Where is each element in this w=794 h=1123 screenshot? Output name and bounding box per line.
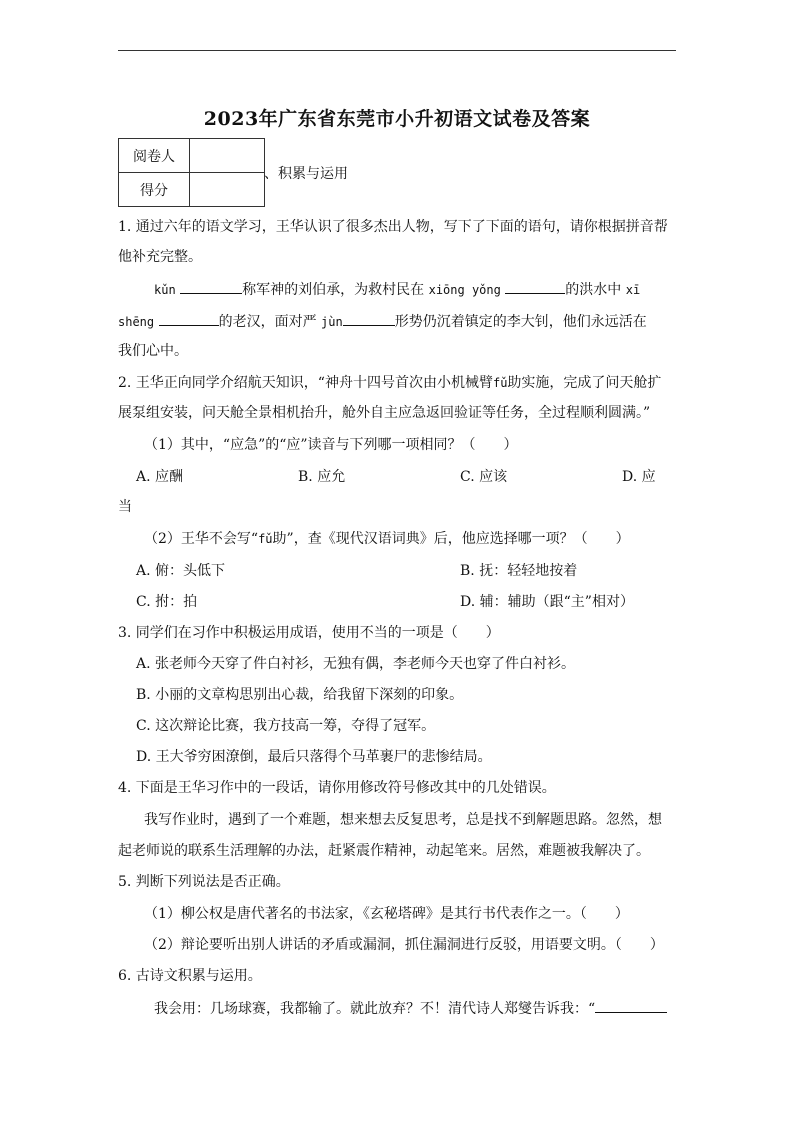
q5-statement-1: （1）柳公权是唐代著名的书法家，《玄秘塔碑》是其行书代表作之一。（ ）	[144, 906, 629, 922]
q1-fill-line2	[118, 311, 678, 332]
page-title: 2023年广东省东莞市小升初语文试卷及答案	[203, 108, 591, 130]
pinyin: jùn	[321, 315, 343, 329]
q2-sub1-stem: （1）其中，“应急”的“应”读音与下列哪一项相同？（ ）	[144, 437, 518, 453]
answer-blank[interactable]	[180, 279, 242, 294]
q2-text: （2）王华不会写“	[144, 531, 259, 547]
q2-text: 助”，查《现代汉语词典》后，他应选择哪一项？（ ）	[272, 531, 630, 547]
q2-stem-line2: 展泵组安装，问天舱全景相机抬升，舱外自主应急返回验证等任务，全过程顺利圆满。”	[118, 405, 651, 421]
q5-statement-2: （2）辩论要听出别人讲话的矛盾或漏洞，抓住漏洞进行反驳，用语要文明。（ ）	[144, 937, 664, 953]
q3-option-a[interactable]: A. 张老师今天穿了件白衬衫，无独有偶，李老师今天也穿了件白衬衫。	[136, 656, 576, 672]
q1-stem-line2: 他补充完整。	[118, 249, 202, 265]
pinyin: fǔ	[258, 532, 273, 546]
q2-sub1-option-d[interactable]: D. 应	[622, 469, 656, 485]
header-rule	[118, 50, 676, 51]
q4-paragraph-line1: 我写作业时，遇到了一个难题，想来想去反复思考，总是找不到解题思路。忽然，想	[144, 812, 662, 828]
score-label: 得分	[119, 173, 190, 207]
q1-stem-line1: 1. 通过六年的语文学习，王华认识了很多杰出人物，写下了下面的语句，请你根据拼音帮	[118, 219, 668, 235]
pinyin: xī	[625, 283, 641, 297]
q2-stem-line1	[118, 373, 678, 393]
section-title: 、积累与运用	[264, 166, 348, 182]
q2-sub2-option-a[interactable]: A. 俯：头低下	[136, 563, 226, 579]
q2-sub2-stem	[118, 529, 678, 549]
grader-table	[118, 138, 265, 207]
q2-sub2-option-b[interactable]: B. 抚：轻轻地按着	[460, 563, 578, 579]
answer-blank[interactable]	[595, 998, 667, 1013]
q2-sub1-option-c[interactable]: C. 应该	[460, 469, 508, 485]
q1-text: 的老汉，面对严	[218, 314, 317, 330]
q5-stem: 5. 判断下列说法是否正确。	[118, 874, 290, 890]
pinyin: shēng	[118, 315, 155, 329]
q1-text: 称军神的刘伯承，为救村民在	[242, 282, 425, 298]
q1-fill-line3: 我们心中。	[118, 343, 188, 359]
pinyin: xiōng yǒng	[428, 283, 501, 297]
q2-text: 助实施，完成了问天舱扩	[507, 375, 662, 391]
q3-option-d[interactable]: D. 王大爷穷困潦倒，最后只落得个马革裹尸的悲惨结局。	[136, 749, 492, 765]
q2-text: 2. 王华正向同学介绍航天知识，“神舟十四号首次由小机械臂	[118, 375, 493, 391]
reviewer-label: 阅卷人	[119, 139, 190, 173]
pinyin: fǔ	[492, 376, 508, 390]
q2-sub1-option-a[interactable]: A. 应酬	[136, 469, 184, 485]
answer-blank[interactable]	[505, 279, 565, 294]
reviewer-field[interactable]	[190, 139, 265, 173]
q1-text: 形势仍沉着镇定的李大钊，他们永远活在	[394, 314, 647, 330]
q3-option-b[interactable]: B. 小丽的文章构思别出心裁，给我留下深刻的印象。	[136, 687, 464, 703]
answer-blank[interactable]	[159, 311, 219, 326]
answer-blank[interactable]	[343, 311, 395, 326]
q6-stem: 6. 古诗文积累与运用。	[118, 968, 262, 984]
q1-fill-line1	[118, 279, 678, 300]
pinyin: kǔn	[154, 283, 176, 297]
q2-sub2-option-d[interactable]: D. 辅：辅助（跟“主”相对）	[460, 594, 634, 610]
q2-sub1-option-d-wrap: 当	[118, 499, 132, 515]
q6-text: 我会用：几场球赛，我都输了。就此放弃？不！清代诗人郑燮告诉我：“	[154, 1001, 596, 1017]
q4-stem: 4. 下面是王华习作中的一段话，请你用修改符号修改其中的几处错误。	[118, 780, 556, 796]
q1-text: 的洪水中	[565, 282, 622, 298]
q2-sub2-option-c[interactable]: C. 拊：拍	[136, 594, 198, 610]
score-field[interactable]	[190, 173, 265, 207]
q3-option-c[interactable]: C. 这次辩论比赛，我方技高一筹，夺得了冠军。	[136, 718, 436, 734]
q3-stem: 3. 同学们在习作中积极运用成语，使用不当的一项是（ ）	[118, 625, 500, 641]
q6-line	[118, 998, 678, 1019]
q2-sub1-option-b[interactable]: B. 应允	[298, 469, 346, 485]
q4-paragraph-line2: 起老师说的联系生活理解的办法，赶紧震作精神，动起笔来。居然，难题被我解决了。	[118, 843, 650, 859]
